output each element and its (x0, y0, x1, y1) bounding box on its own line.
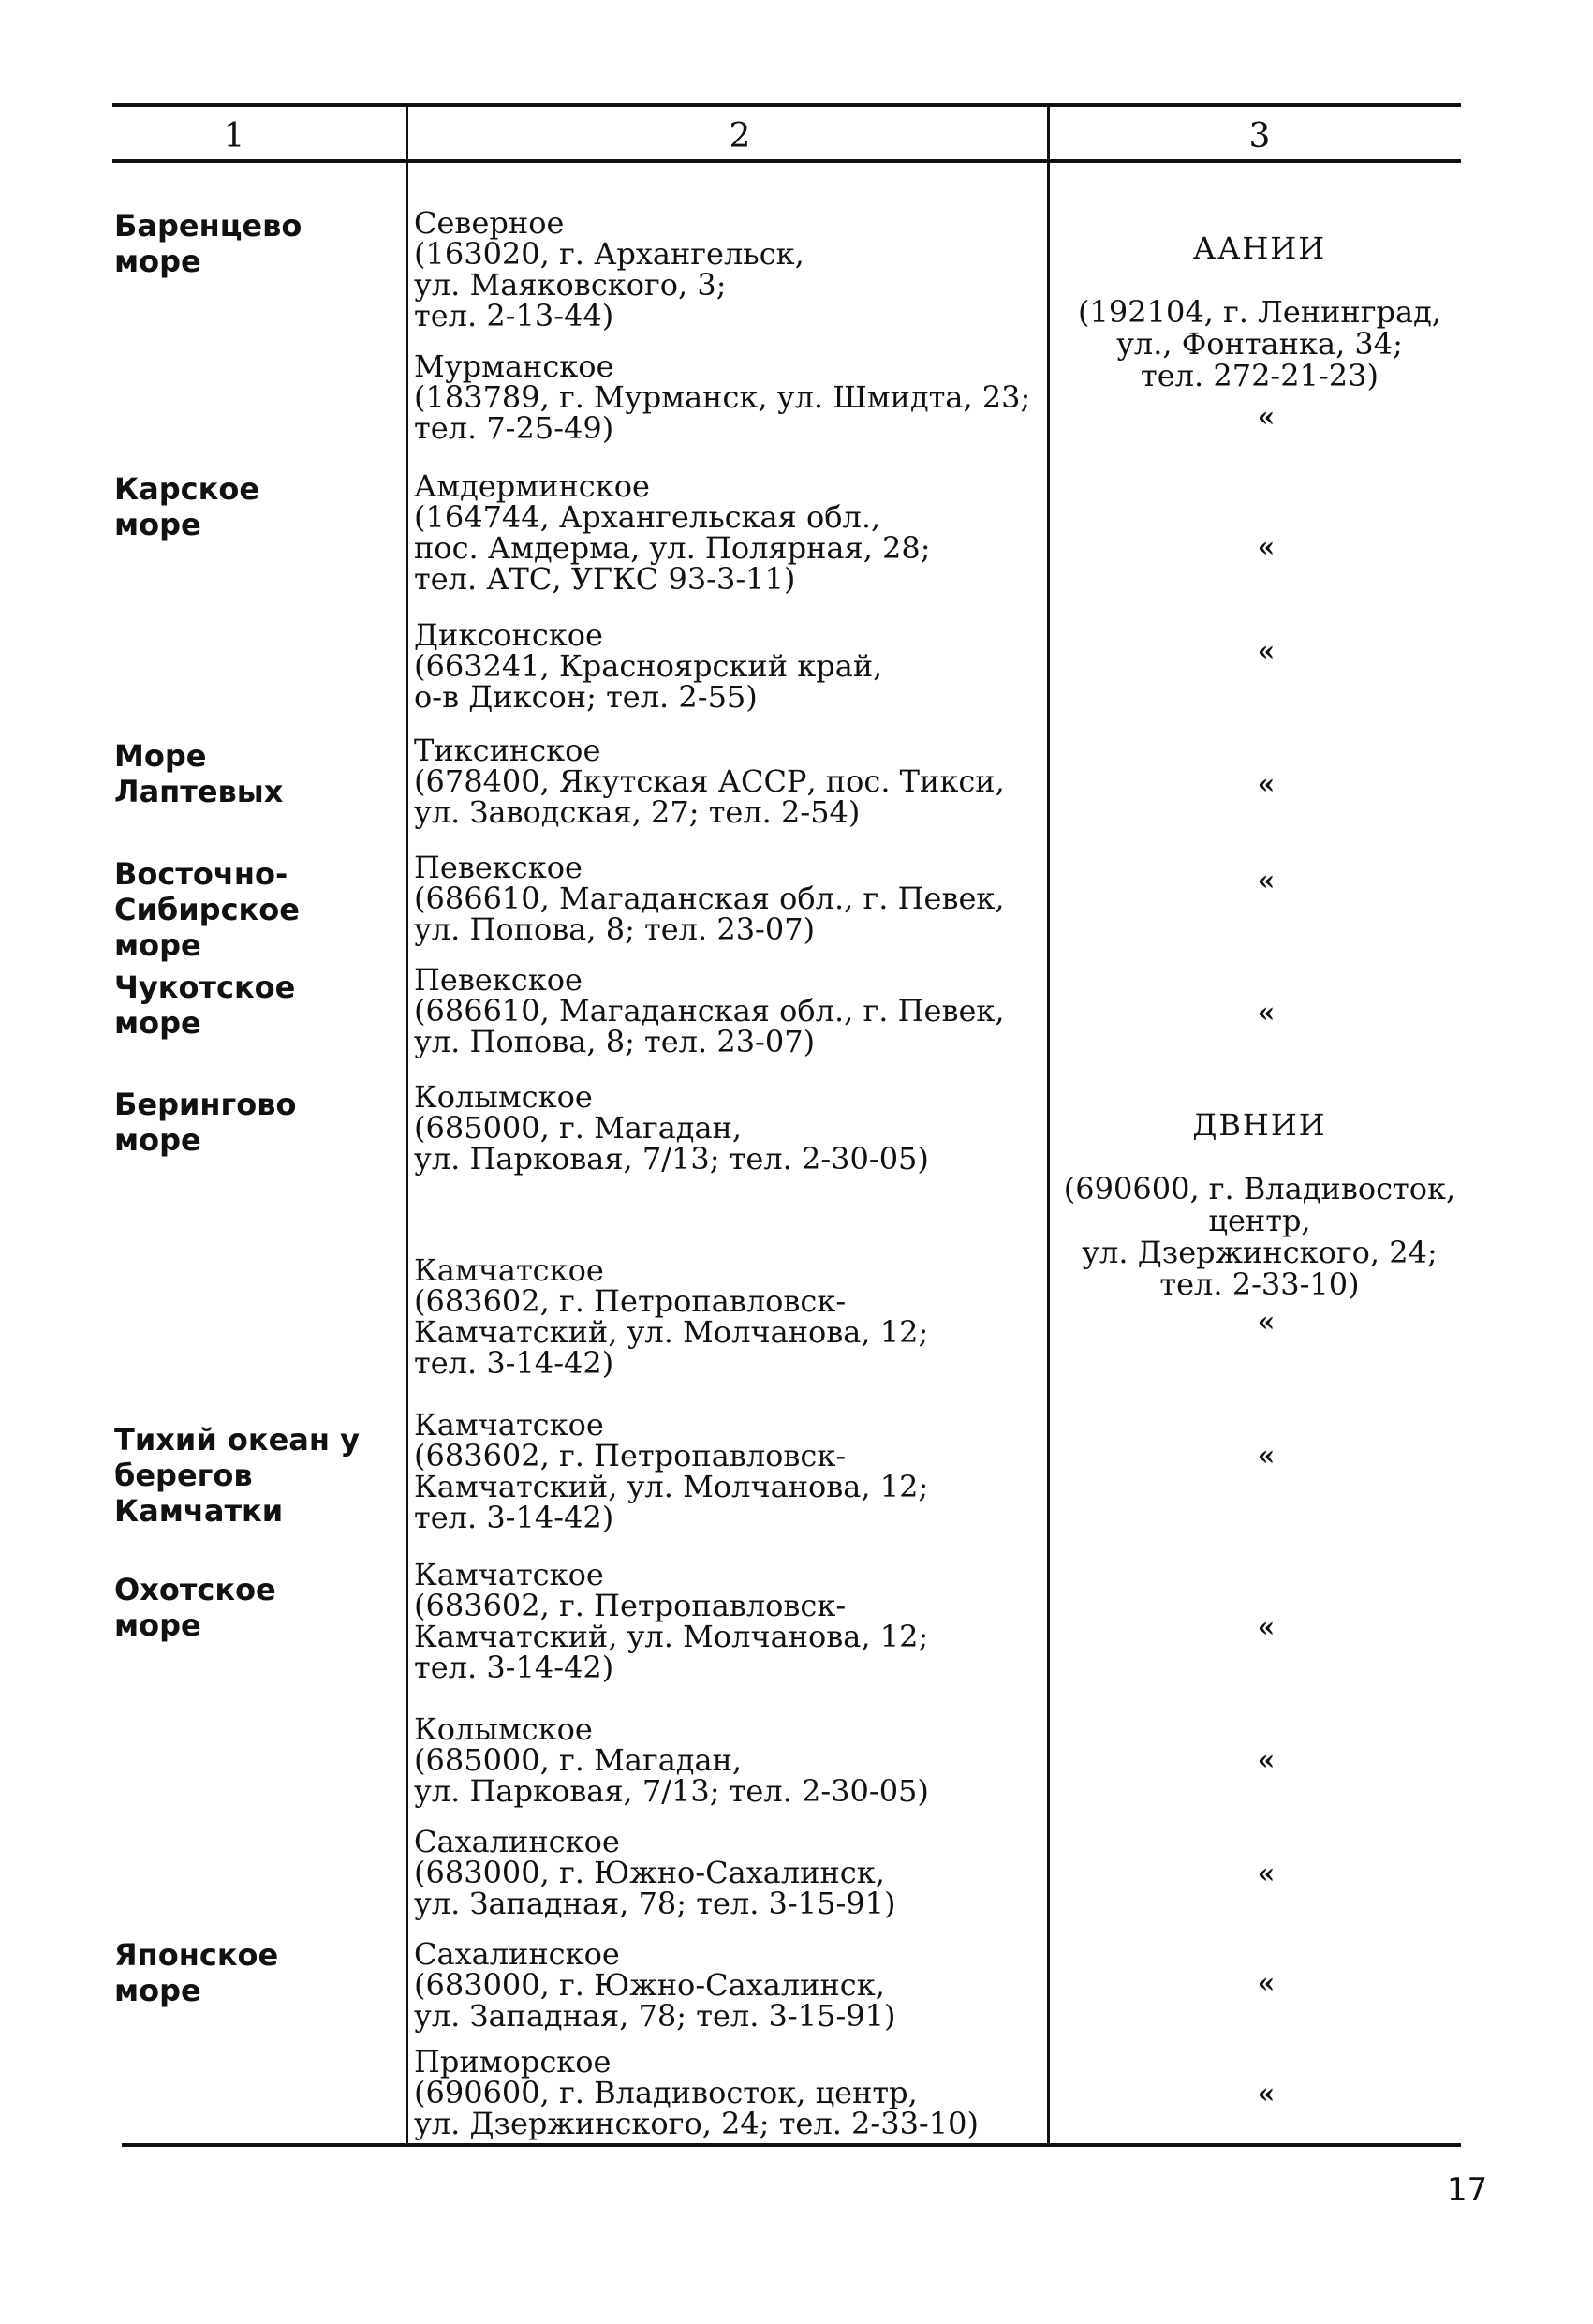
ditto-mark: « (1257, 635, 1276, 668)
ditto-mark: « (1257, 2078, 1276, 2110)
ditto-mark: « (1257, 1858, 1276, 1890)
observatory-entry: Сахалинское (683000, г. Южно-Сахалинск, ул. Западная, 78; тел. 3-15-91) (414, 1824, 896, 1921)
ditto-mark: « (1257, 1440, 1276, 1473)
sea-name: Море Лаптевых (114, 738, 284, 809)
sea-name: Восточно- Сибирское море (114, 856, 300, 963)
ditto-mark: « (1257, 865, 1276, 897)
institute-name: ДВНИИ (1192, 1107, 1327, 1143)
observatory-entry: Диксонское (663241, Красноярский край, о-в Диксон; тел. 2-55) (414, 617, 883, 715)
observatory-entry: Колымское (685000, г. Магадан, ул. Парковая, 7/13; тел. 2-30-05) (414, 1711, 929, 1809)
header-rule (112, 159, 1461, 163)
sea-name: Охотское море (114, 1572, 276, 1643)
observatory-entry: Камчатское (683602, г. Петропавловск- Камчатский, ул. Молчанова, 12; тел. 3-14-42) (414, 1407, 929, 1535)
sea-name: Берингово море (114, 1087, 297, 1158)
sea-name: Чукотское море (114, 970, 296, 1041)
page-number: 17 (1447, 2171, 1488, 2209)
observatory-entry: Певекское (686610, Магаданская обл., г. Певек, ул. Попова, 8; тел. 23-07) (414, 850, 1005, 947)
sea-name: Тихий океан у берегов Камчатки (114, 1422, 360, 1529)
institute-name: ААНИИ (1192, 230, 1327, 266)
ditto-mark: « (1257, 768, 1276, 801)
ditto-mark: « (1257, 401, 1276, 434)
ditto-mark: « (1257, 1611, 1276, 1644)
ditto-mark: « (1257, 1744, 1276, 1777)
column-separator-1 (406, 103, 408, 2145)
sea-name: Японское море (114, 1937, 279, 2008)
observatory-entry: Мурманское (183789, г. Мурманск, ул. Шмидта, 23; тел. 7-25-49) (414, 348, 1031, 446)
observatory-entry: Амдерминское (164744, Архангельская обл., пос. Амдерма, ул. Полярная, 28; тел. АТС, УГКС 93-3-11) (414, 468, 931, 597)
observatory-entry: Камчатское (683602, г. Петропавловск- Камчатский, ул. Молчанова, 12; тел. 3-14-42) (414, 1252, 929, 1381)
column-header-3: 3 (1248, 117, 1271, 155)
observatory-entry: Северное (163020, г. Архангельск, ул. Маяковского, 3; тел. 2-13-44) (414, 205, 804, 333)
institute-address: (192104, г. Ленинград, ул., Фонтанка, 34; тел. 272-21-23) (1078, 294, 1441, 393)
institute-address: (690600, г. Владивосток, центр, ул. Дзержинского, 24; тел. 2-33-10) (1063, 1171, 1456, 1302)
ditto-mark: « (1257, 1967, 1276, 2000)
observatory-entry: Приморское (690600, г. Владивосток, центр, ул. Дзержинского, 24; тел. 2-33-10) (414, 2044, 979, 2141)
column-header-2: 2 (729, 117, 751, 155)
observatory-entry: Колымское (685000, г. Магадан, ул. Парковая, 7/13; тел. 2-30-05) (414, 1079, 929, 1177)
sea-name: Баренцево море (114, 208, 302, 279)
institute-block (1054, 1077, 1466, 1332)
sea-name: Карское море (114, 471, 260, 542)
observatory-entry: Сахалинское (683000, г. Южно-Сахалинск, ул. Западная, 78; тел. 3-15-91) (414, 1936, 896, 2034)
observatory-entry: Камчатское (683602, г. Петропавловск- Камчатский, ул. Молчанова, 12; тел. 3-14-42) (414, 1557, 929, 1685)
ditto-mark: « (1257, 997, 1276, 1029)
bottom-rule (122, 2143, 1461, 2147)
ditto-mark: « (1257, 1306, 1276, 1339)
ditto-mark: « (1257, 531, 1276, 564)
institute-block (1054, 200, 1466, 423)
observatory-entry: Певекское (686610, Магаданская обл., г. Певек, ул. Попова, 8; тел. 23-07) (414, 962, 1005, 1059)
column-header-1: 1 (223, 117, 245, 155)
observatory-entry: Тиксинское (678400, Якутская АССР, пос. Тикси, ул. Заводская, 27; тел. 2-54) (414, 733, 1005, 830)
top-rule (112, 103, 1461, 107)
